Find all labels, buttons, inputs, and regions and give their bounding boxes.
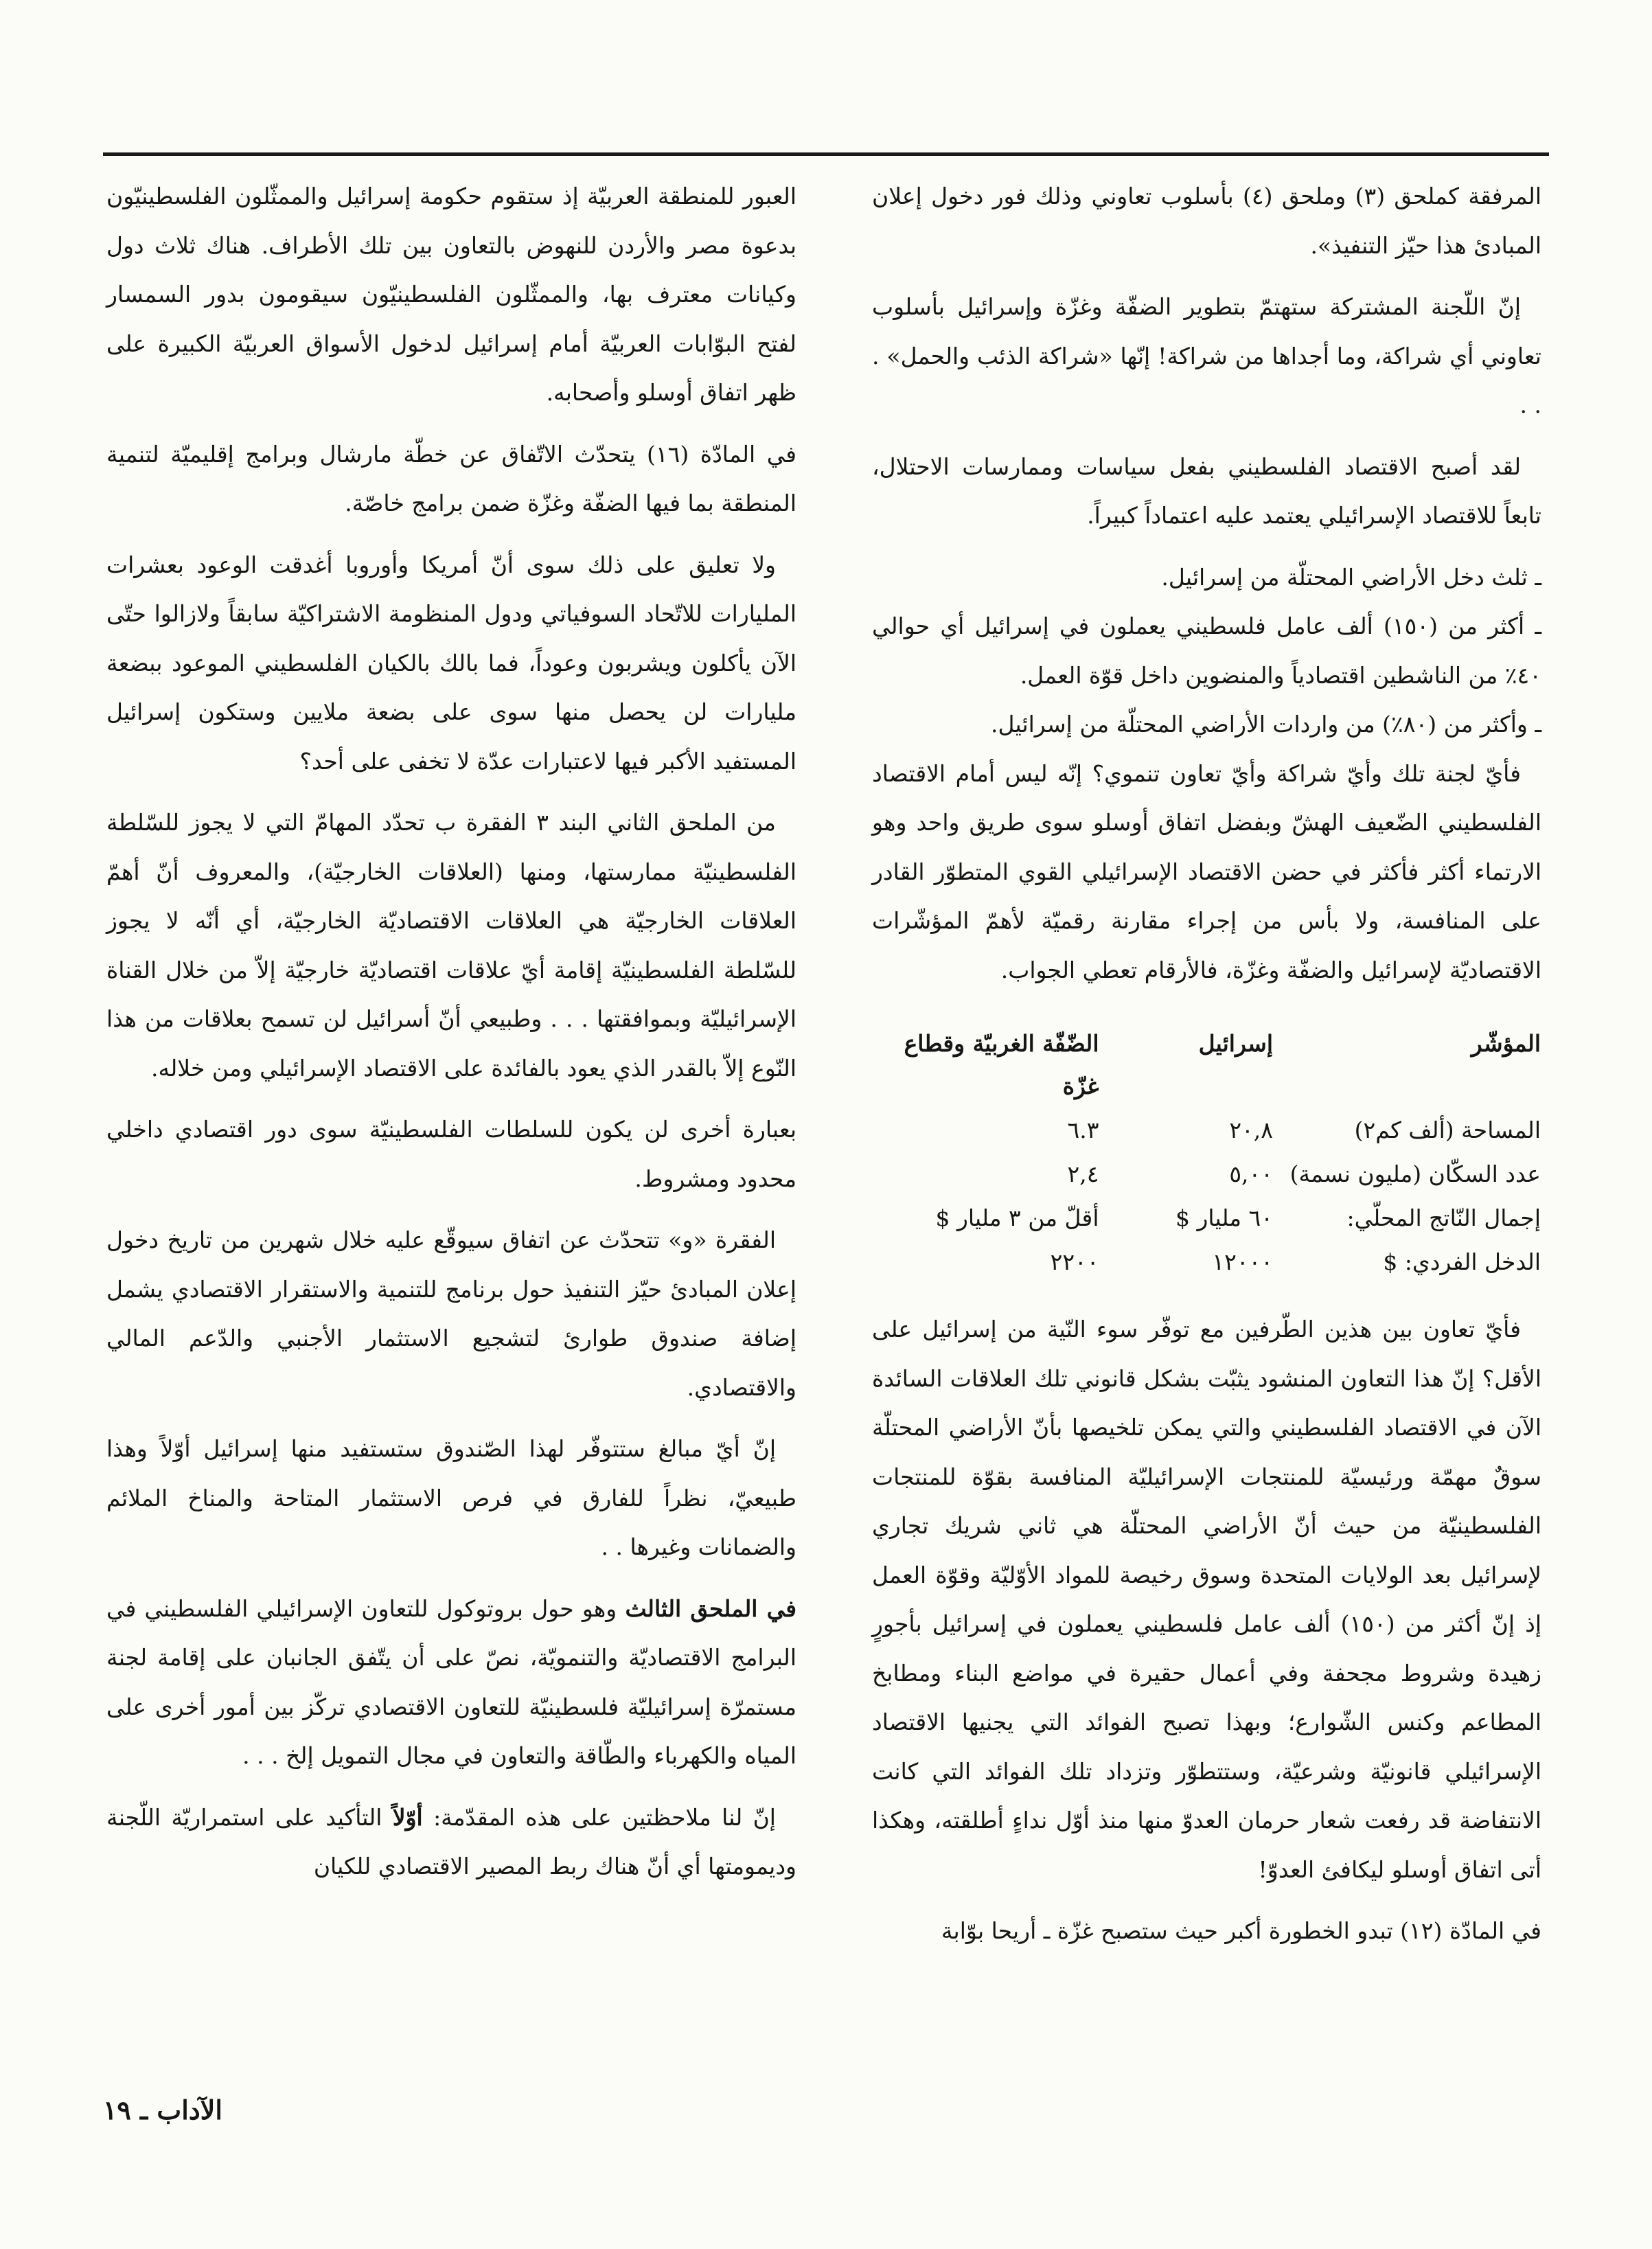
table-cell: ٢٠,٨ (1229, 1117, 1273, 1143)
bullet-item: ـ ثلث دخل الأراضي المحتلّة من إسرائيل. (1161, 563, 1541, 591)
table-cell: إجمال النّاتج المحلّي: (1346, 1205, 1541, 1231)
bullet-item: ـ أكثر من (١٥٠) ألف عامل فلسطيني يعملون في إسرائيل أي حوالي ٤٠٪ من الناشطين اقتصادياً والمنضوين داخل قوّة العمل. (872, 613, 1541, 689)
table-cell: عدد السكّان (مليون نسمة) (1289, 1161, 1541, 1187)
paragraph: في المادّة (١٦) يتحدّث الاتّفاق عن خطّة مارشال وبرامج إقليميّة لتنمية المنطقة بما فيها الضفّة وغزّة ضمن برامج خاصّة. (106, 440, 796, 516)
paragraph-text: التأكيد على استمراريّة اللّجنة وديمومتها أي أنّ هناك ربط المصير الاقتصادي للكيان (106, 1803, 796, 1880)
paragraph (106, 1793, 796, 1891)
bold-phrase: في الملحق الثالث (625, 1595, 796, 1622)
paragraph: العبور للمنطقة العربيّة إذ ستقوم حكومة إسرائيل والممثّلون الفلسطينيّون بدعوة مصر والأردن للنهوض بالتعاون بين تلك الأطراف. هناك ثلاث دول وكيانات معترف بها، والممثّلون الفلسطينيّون سيقومون بدور السمسار لفتح البوّابات العربيّة أمام إسرائيل لدخول الأسواق العربيّة الكبيرة على ظهر اتفاق أوسلو وأصحابه. (106, 183, 796, 406)
paragraph: ولا تعليق على ذلك سوى أنّ أمريكا وأوروبا أغدقت الوعود بعشرات المليارات للاتّحاد السوفياتي ودول المنظومة الاشتراكيّة سابقاً ولازالوا حتّى الآن يأكلون ويشربون وعوداً، فما بالك بالكيان الفلسطيني الموعود ببضعة مليارات لن يحصل منها سوى على بضعة ملايين وستكون إسرائيل المستفيد الأكبر فيها لاعتبارات عدّة لا تخفى على أحد؟ (106, 551, 796, 775)
paragraph-text: إنّ لنا ملاحظتين على هذه المقدّمة: (433, 1803, 776, 1831)
paragraph: لقد أصبح الاقتصاد الفلسطيني بفعل سياسات وممارسات الاحتلال، تابعاً للاقتصاد الإسرائيلي يعتمد عليه اعتماداً كبيراً. (872, 453, 1541, 529)
left-column (106, 172, 796, 1904)
table-row (872, 1152, 1541, 1196)
paragraph: بعبارة أخرى لن يكون للسلطات الفلسطينيّة سوى دور اقتصادي داخلي محدود ومشروط. (106, 1116, 796, 1192)
paragraph: الفقرة «و» تتحدّث عن اتفاق سيوقّع عليه خلال شهرين من تاريخ دخول إعلان المبادئ حيّز التنفيذ حول برنامج للتنمية والاستقرار الاقتصادي يشمل إضافة صندوق طوارئ لتشجيع الاستثمار الأجنبي والدّعم المالي والاقتصادي. (106, 1226, 796, 1401)
table-cell: الدخل الفردي: $ (1383, 1248, 1541, 1275)
paragraph: في المادّة (١٢) تبدو الخطورة أكبر حيث ستصبح غزّة ـ أريحا بوّابة (941, 1917, 1541, 1944)
column-header-indicator: المؤشّر (1471, 1030, 1541, 1057)
bullet-item: ـ وأكثر من (٨٠٪) من واردات الأراضي المحتلّة من إسرائيل. (991, 711, 1541, 738)
table-cell: ٢٢٠٠ (1050, 1248, 1099, 1275)
table-row (872, 1108, 1541, 1152)
paragraph: المرفقة كملحق (٣) وملحق (٤) بأسلوب تعاوني وذلك فور دخول إعلان المبادئ هذا حيّز التنفيذ». (872, 183, 1542, 259)
page-footer-label: الآداب ـ ١٩ (103, 2094, 222, 2125)
paragraph: إنّ اللّجنة المشتركة ستهتمّ بتطوير الضفّة وغزّة وإسرائيل بأسلوب تعاوني أي شراكة، وما أجداها من شراكة! إنّها «شراكة الذئب والحمل» . . . (872, 293, 1541, 418)
table-row (872, 1240, 1541, 1284)
paragraph (106, 1584, 796, 1781)
indicators-table (872, 1022, 1541, 1284)
paragraph: فأيّ لجنة تلك وأيّ شراكة وأيّ تعاون تنموي؟ إنّه ليس أمام الاقتصاد الفلسطيني الضّعيف الهشّ وبفضل اتفاق أوسلو سوى طريق واحد وهو الارتماء أكثر فأكثر في حضن الاقتصاد الإسرائيلي القوي المتطوّر القادر على المنافسة، ولا بأس من إجراء مقارنة رقميّة لأهمّ المؤشّرات الاقتصاديّة لإسرائيل والضفّة وغزّة، فالأرقام تعطي الجواب. (872, 760, 1541, 983)
table-header-row (872, 1022, 1541, 1108)
top-rule (103, 152, 1549, 156)
bold-phrase: أوّلاً (392, 1803, 423, 1831)
paragraph: إنّ أيّ مبالغ ستتوفّر لهذا الصّندوق ستستفيد منها إسرائيل أوّلاً وهذا طبيعيّ، نظراً للفارق في فرص الاستثمار المتاحة والمناخ الملائم والضمانات وغيرها . . (106, 1435, 796, 1560)
table-cell: ٢,٤ (1067, 1161, 1099, 1187)
paragraph-text: وهو حول بروتوكول للتعاون الإسرائيلي الفلسطيني في البرامج الاقتصاديّة والتنمويّة، نصّ على أن يتّفق الجانبان على إقامة لجنة مستمرّة إسرائيليّة فلسطينيّة للتعاون الاقتصادي تركّز بين أمور أخرى على المياه والكهرباء والطّاقة والتعاون في مجال التمويل إلخ . . . (106, 1595, 796, 1769)
table-cell: المساحة (ألف كم٢) (1354, 1117, 1541, 1143)
column-header-westbank-gaza: الضّفّة الغربيّة وقطاع غزّة (904, 1030, 1099, 1099)
table-cell: أقلّ من ٣ مليار $ (935, 1205, 1099, 1231)
table-row (872, 1196, 1541, 1240)
column-header-israel: إسرائيل (1198, 1030, 1273, 1057)
table-cell: ٥,٠٠ (1229, 1161, 1273, 1187)
right-column (872, 172, 1541, 1968)
table-cell: ١٢٠٠٠ (1212, 1248, 1273, 1275)
paragraph: من الملحق الثاني البند ٣ الفقرة ب تحدّد المهامّ التي لا يجوز للسّلطة الفلسطينيّة ممارستها، ومنها (العلاقات الخارجيّة)، والمعروف أنّ أهمّ العلاقات الخارجيّة هي العلاقات الاقتصاديّة الخارجيّة، أي أنّه لا يجوز للسّلطة الفلسطينيّة إقامة أيّ علاقات اقتصاديّة خارجيّة إلاّ من خلال القناة الإسرائيليّة وبموافقتها . . . وطبيعي أنّ أسرائيل لن تسمح بعلاقات من هذا النّوع إلاّ بالقدر الذي يعود بالفائدة على الاقتصاد الإسرائيلي ومن خلاله. (106, 809, 796, 1082)
paragraph: فأيّ تعاون بين هذين الطّرفين مع توفّر سوء النّية من إسرائيل على الأقل؟ إنّ هذا التعاون المنشود يثبّت بشكل قانوني تلك العلاقات السائدة الآن في الاقتصاد الفلسطيني والتي يمكن تلخيصها بأنّ الأراضي المحتلّة سوقٌ مهمّة ورئيسيّة للمنتجات الإسرائيليّة المنافسة بقوّة للمنتجات الفلسطينيّة من حيث أنّ الأراضي المحتلّة هي ثاني شريك تجاري لإسرائيل بعد الولايات المتحدة وسوق رخيصة للمواد الأوّليّة وقوّة العمل إذ إنّ أكثر من (١٥٠) ألف عامل فلسطيني يعملون في إسرائيل بأجورٍ زهيدة وشروط مجحفة وفي أعمال حقيرة في مواضع البناء ومطابخ المطاعم وكنس الشّوارع؛ وبهذا تصبح الفوائد التي يجنيها الاقتصاد الإسرائيلي قانونيّة وشرعيّة، وستتطوّر وتزداد تلك الفوائد التي كانت الانتفاضة قد رفعت شعار حرمان العدوّ منها منذ أوّل نداءٍ أطلقته، وهكذا أتى اتفاق أوسلو ليكافئ العدوّ! (872, 1316, 1541, 1883)
table-cell: ٦٠ مليار $ (1175, 1205, 1273, 1231)
table-cell: ٦.٣ (1067, 1117, 1099, 1143)
